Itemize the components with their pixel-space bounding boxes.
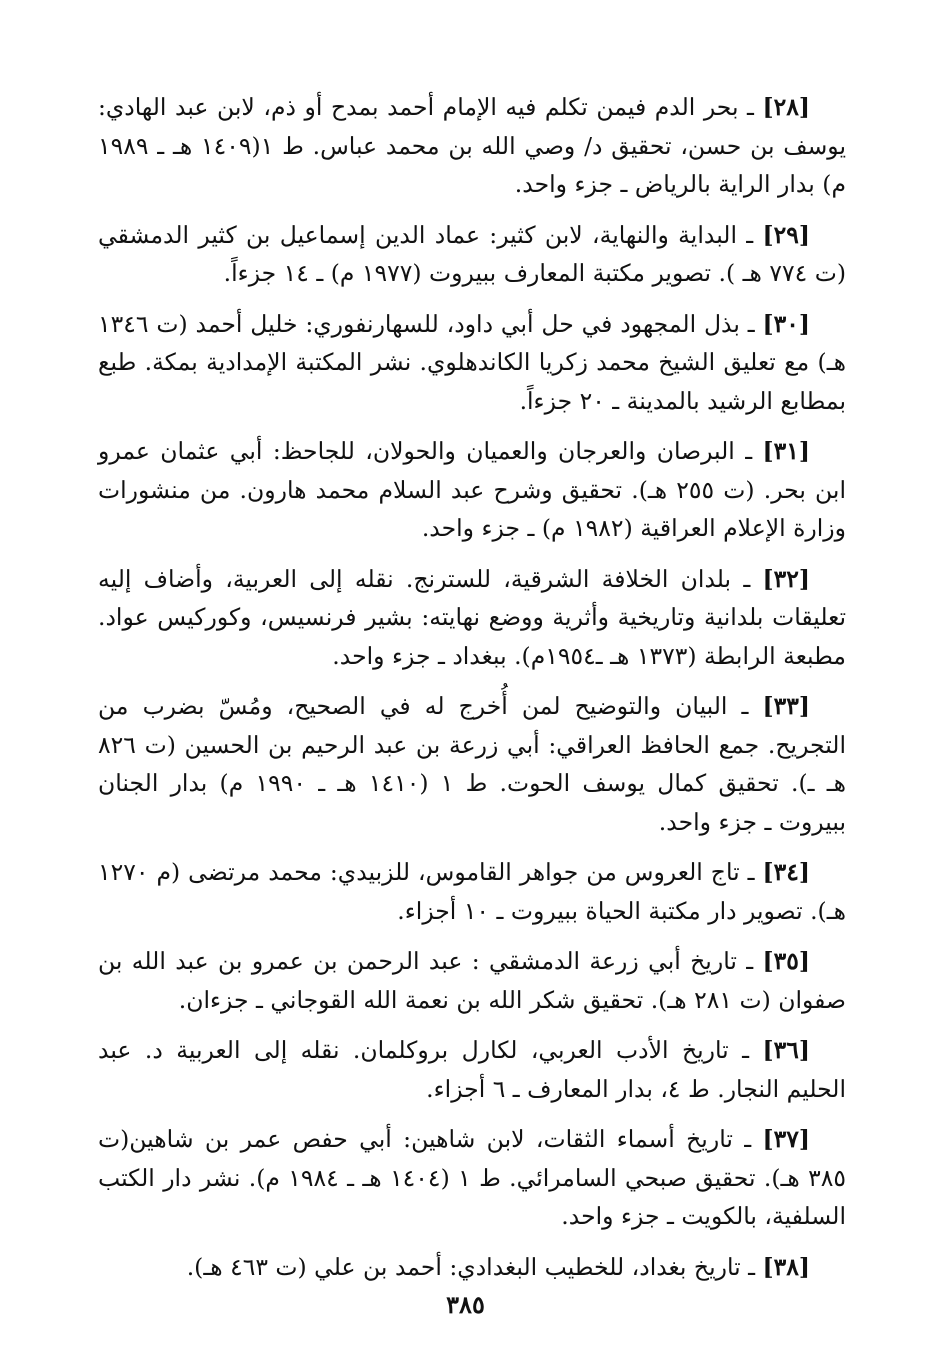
entry-number: [٣٦] [762,1036,810,1064]
entry-text: ـ بذل المجهود في حل أبي داود، للسهارنفوري: خليل أحمد (ت ١٣٤٦ هـ) مع تعليق الشيخ محمد زكريا الكاندهلوي. نشر المكتبة الإمدادية بمكة. طبع بمطابع الرشيد بالمدينة ـ ٢٠ جزءاً. [98,309,846,415]
bibliography-entry [98,432,846,548]
entry-text: ـ تاريخ بغداد، للخطيب البغدادي: أحمد بن علي (ت ٤٦٣ هـ). [186,1252,763,1281]
entry-text: ـ تاريخ أبي زرعة الدمشقي : عبد الرحمن بن عمرو بن عبد الله بن صفوان (ت ٢٨١ هـ). تحقيق شكر الله بن نعمة الله القوجاني ـ جزءان. [98,947,846,1014]
bibliography-page [98,88,846,1298]
entry-number: [٣٨] [762,1252,810,1281]
bibliography-entry [98,942,846,1019]
entry-number: [٣٠] [762,309,810,338]
page-number: ٣٨٥ [446,1290,485,1319]
entry-number: [٣٢] [762,564,810,593]
entry-number: [٣٤] [762,858,810,886]
bibliography-entry [98,560,846,676]
bibliography-entry [98,853,846,930]
entry-number: [٢٨] [762,93,810,121]
entry-number: [٣٣] [762,692,810,720]
entry-number: [٣١] [762,437,810,465]
entry-number: [٣٥] [762,947,810,975]
entry-text: ـ بلدان الخلافة الشرقية، للسترنج. نقله إلى العربية، وأضاف إليه تعليقات بلدانية وتاريخية وأثرية ووضع نهايته: بشير فرنسيس، وكوركيس عواد. مطبعة الرابطة (١٣٧٣ هـ ـ١٩٥٤م). ببغداد ـ جزء واحد. [98,564,846,670]
entry-text: ـ بحر الدم فيمن تكلم فيه الإمام أحمد بمدح أو ذم، لابن عبد الهادي: يوسف بن حسن، تحقيق د/ وصي الله بن محمد عباس. ط ١(١٤٠٩ هـ ـ ١٩٨٩ م) بدار الراية بالرياض ـ جزء واحد. [98,93,846,198]
bibliography-entry [98,1248,846,1287]
bibliography-entry [98,216,846,293]
bibliography-entry [98,687,846,841]
entry-text: ـ تاج العروس من جواهر القاموس، للزبيدي: محمد مرتضى (م ١٢٧٠ هـ). تصوير دار مكتبة الحياة ببيروت ـ ١٠ أجزاء. [98,858,846,925]
bibliography-entry [98,1120,846,1236]
entry-text: ـ البداية والنهاية، لابن كثير: عماد الدين إسماعيل بن كثير الدمشقي (ت ٧٧٤ هـ ). تصوير مكتبة المعارف ببيروت (١٩٧٧ م) ـ ١٤ جزءاً. [98,220,846,287]
entry-number: [٣٧] [762,1125,810,1153]
entry-number: [٢٩] [762,220,810,249]
entry-text: ـ تاريخ الأدب العربي، لكارل بروكلمان. نقله إلى العربية د. عبد الحليم النجار. ط ٤، بدار المعارف ـ ٦ أجزاء. [98,1036,846,1103]
entry-text: ـ البيان والتوضيح لمن أُخرج له في الصحيح، ومُسّ بضرب من التجريح. جمع الحافظ العراقي: أبي زرعة بن عبد الرحيم بن الحسين (ت ٨٢٦ هـ ـ). تحقيق كمال يوسف الحوت. ط ١ (١٤١٠ هـ ـ ١٩٩٠ م) بدار الجنان ببيروت ـ جزء واحد. [98,692,846,836]
entry-text: ـ تاريخ أسماء الثقات، لابن شاهين: أبي حفص عمر بن شاهين(ت ٣٨٥ هـ). تحقيق صبحي السامرائي. ط ١ (١٤٠٤ هـ ـ ١٩٨٤ م). نشر دار الكتب السلفية، بالكويت ـ جزء واحد. [98,1125,847,1230]
entry-text: ـ البرصان والعرجان والعميان والحولان، للجاحظ: أبي عثمان عمرو ابن بحر. (ت ٢٥٥ هـ). تحقيق وشرح عبد السلام محمد هارون. من منشورات وزارة الإعلام العراقية (١٩٨٢ م) ـ جزء واحد. [98,437,846,542]
bibliography-entry [98,305,846,421]
bibliography-entry [98,88,846,204]
bibliography-entry [98,1031,846,1108]
